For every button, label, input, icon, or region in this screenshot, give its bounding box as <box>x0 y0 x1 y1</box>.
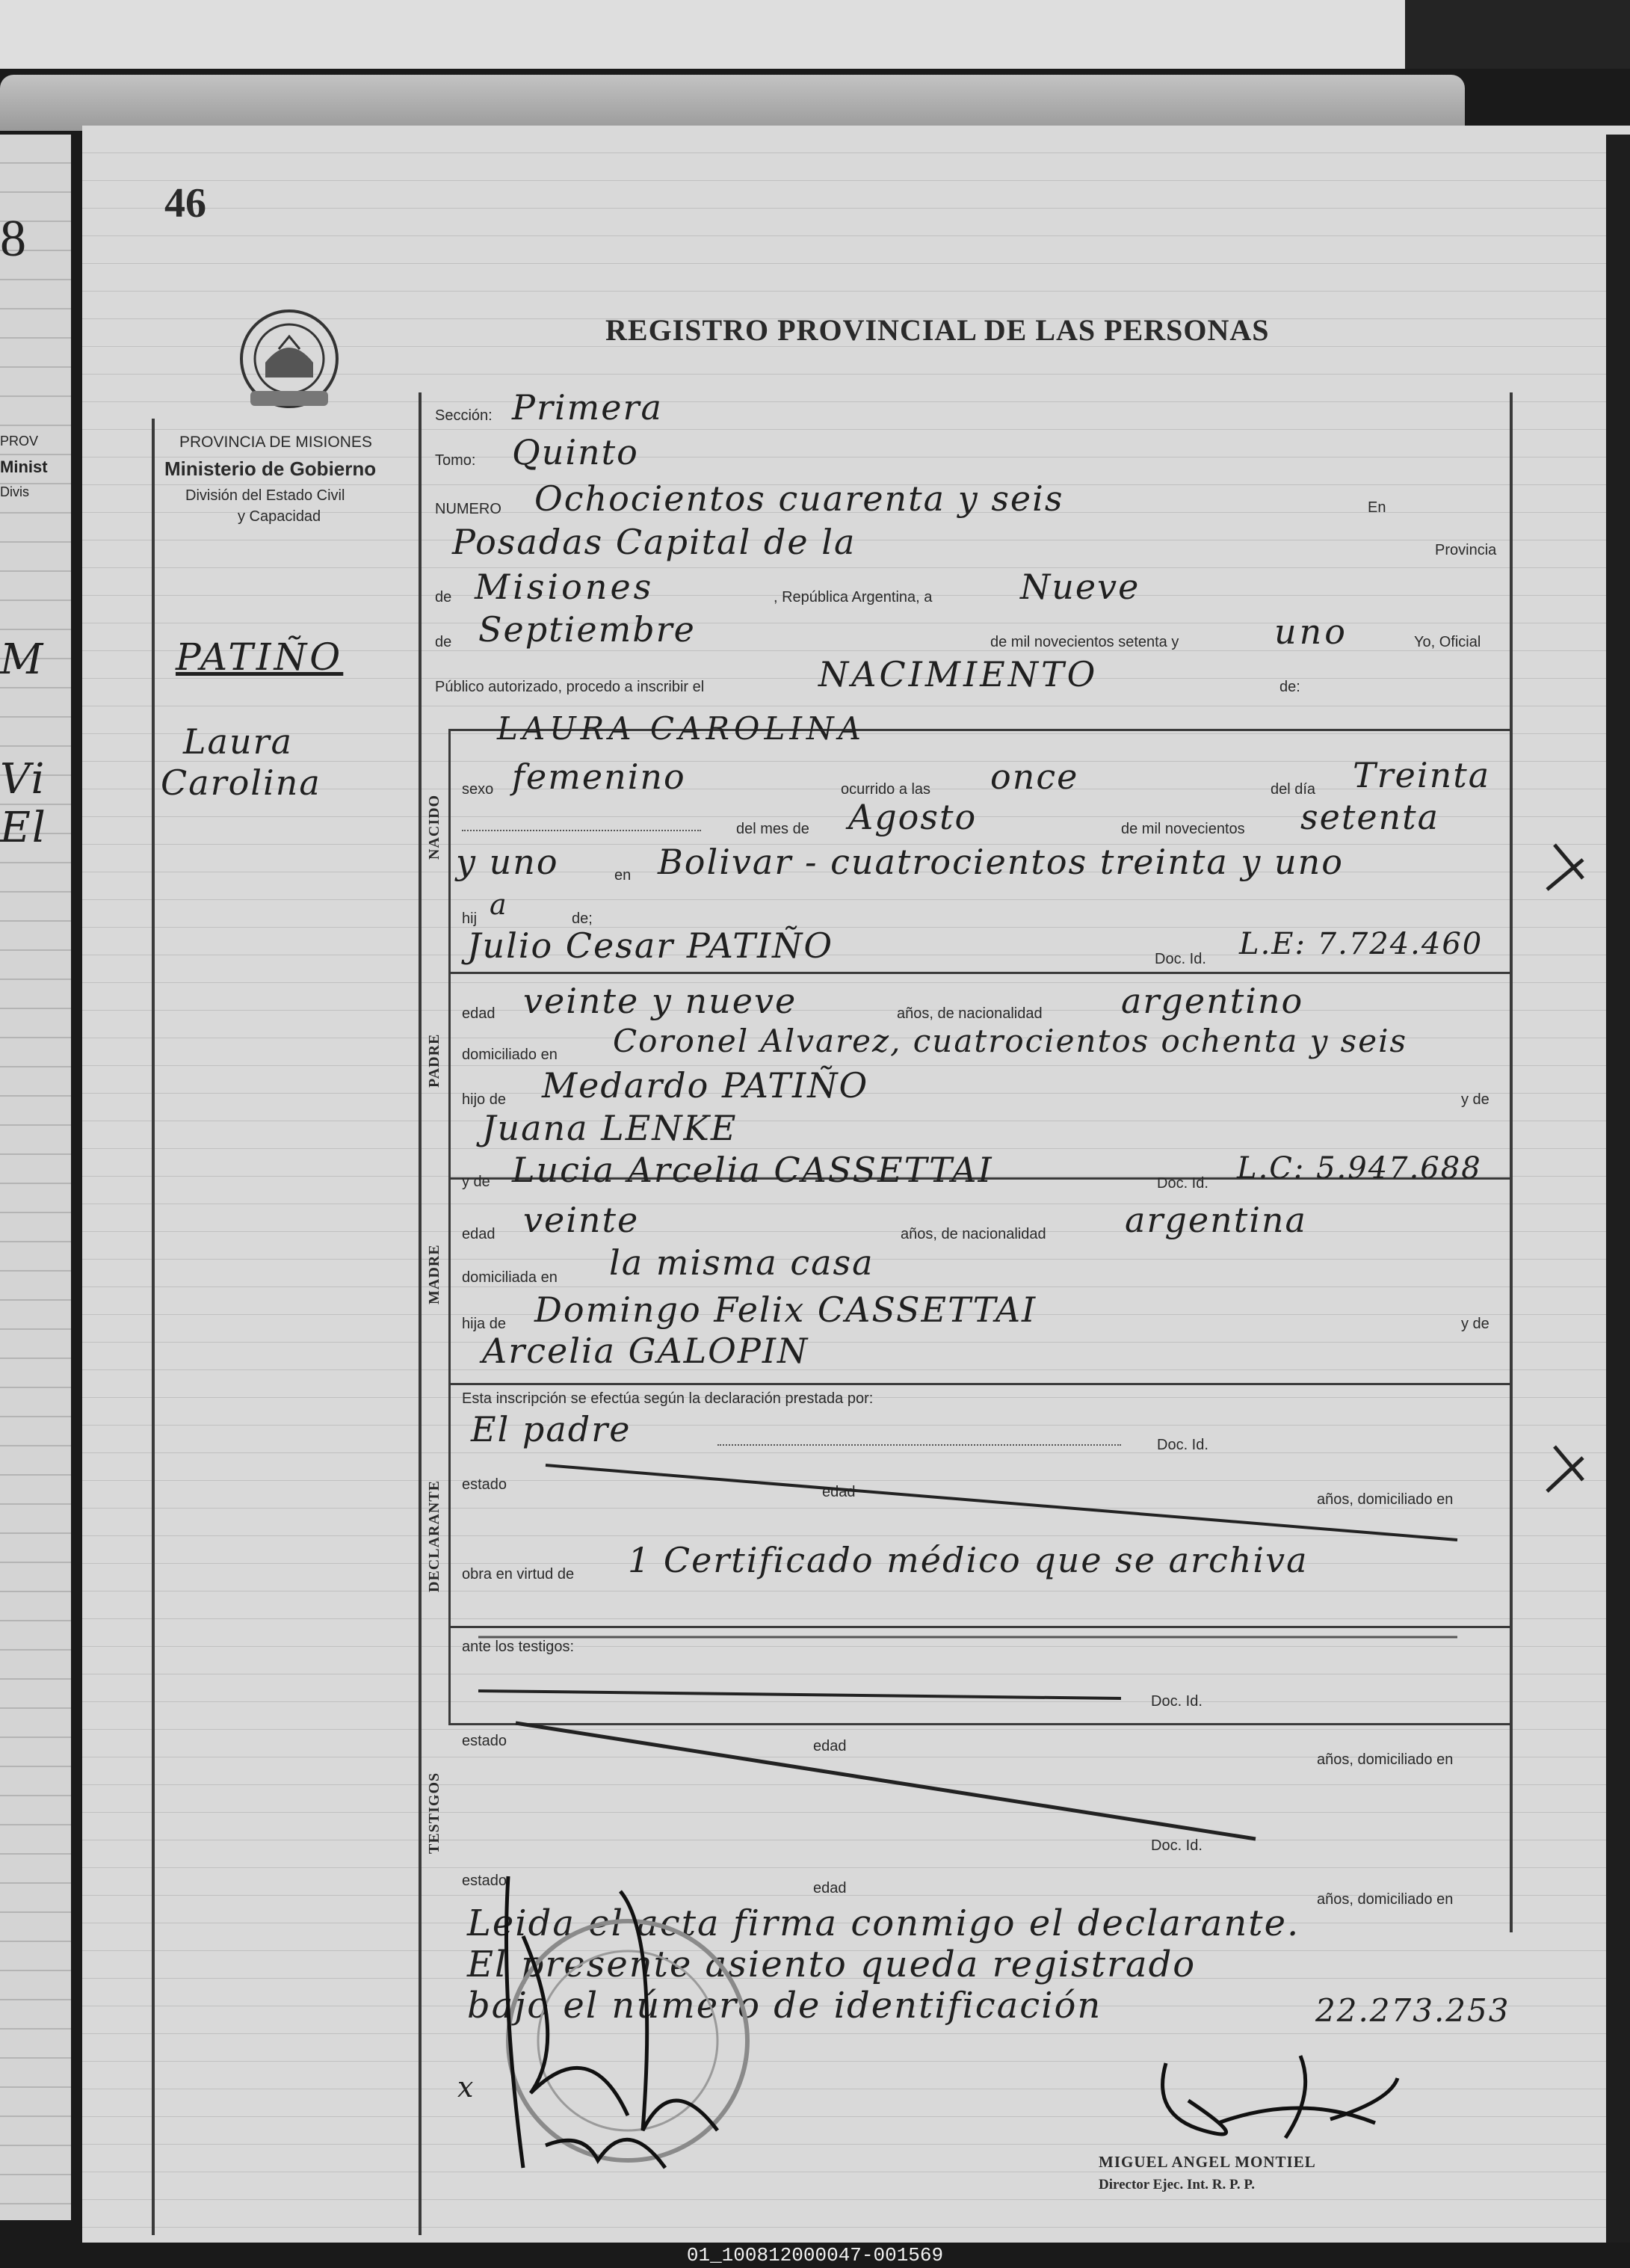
hij-label: hij <box>462 910 478 927</box>
madre-madre: Arcelia GALOPIN <box>482 1331 809 1371</box>
seccion-label: Sección: <box>435 407 493 424</box>
ocurrido-label: ocurrido a las <box>841 781 931 798</box>
official-name: MIGUEL ANGEL MONTIEL <box>1099 2153 1316 2171</box>
estado-label: estado <box>462 1873 507 1889</box>
obra-label: obra en virtud de <box>462 1566 575 1583</box>
padre-doc-label: Doc. Id. <box>1155 951 1206 967</box>
provincia-label: Provincia <box>1435 542 1497 558</box>
image-id-footer: 01_100812000047-001569 <box>0 2243 1630 2268</box>
acto-value: NACIMIENTO <box>818 654 1099 694</box>
edad-label: edad <box>813 1880 847 1896</box>
dia-label: del día <box>1271 781 1316 798</box>
padre-nacionalidad: argentino <box>1121 981 1304 1021</box>
declarante-nombre: El padre <box>471 1409 632 1449</box>
de-label-2: de <box>435 634 452 650</box>
nacionalidad-label: años, de nacionalidad <box>901 1226 1046 1242</box>
madre-nombre: Lucia Arcelia CASSETTAI <box>512 1150 993 1190</box>
previous-page-text: Minist <box>0 457 48 476</box>
edad-label: edad <box>462 1226 496 1242</box>
seccion-value: Primera <box>512 387 663 428</box>
anios-domiciliado-label: años, domiciliado en <box>1317 1751 1454 1768</box>
mes-value: Agosto <box>848 797 978 837</box>
testigo-doc-label: Doc. Id. <box>1151 1693 1203 1710</box>
padre-padre: Medardo PATIÑO <box>542 1065 869 1106</box>
madre-domicilio: la misma casa <box>609 1242 874 1283</box>
anio-value: setenta <box>1300 797 1440 837</box>
edad-label: edad <box>462 1005 496 1022</box>
nacido-nombre: LAURA CAROLINA <box>497 710 866 747</box>
padre-nombre: Julio Cesar PATIÑO <box>467 925 834 966</box>
margin-surname: PATIÑO <box>176 635 344 679</box>
oficial-label: Yo, Oficial <box>1414 634 1481 650</box>
madre-padre: Domingo Felix CASSETTAI <box>534 1289 1037 1330</box>
y-de-label: y de <box>1461 1091 1489 1108</box>
official-signature <box>1106 2048 1420 2160</box>
previous-page-text: PROV <box>0 434 39 449</box>
padre-madre: Juana LENKE <box>482 1108 738 1148</box>
mes-value: Septiembre <box>478 609 696 650</box>
strike-line <box>546 1465 1457 1540</box>
provincia-value: Misiones <box>475 567 655 607</box>
closing-line-2: El presente asiento queda registrado <box>467 1944 1197 1985</box>
de-label: de; <box>572 910 593 927</box>
dia-value: Treinta <box>1353 755 1491 795</box>
domiciliado-label: domiciliado en <box>462 1047 558 1063</box>
lugar-value: Posadas Capital de la <box>452 522 856 562</box>
de-label: de <box>435 589 452 605</box>
y-de-label: y de <box>462 1174 490 1190</box>
division-label: División del Estado Civil <box>185 487 345 504</box>
numero-value: Ochocientos cuarenta y seis <box>534 478 1064 519</box>
anio-value-2: y uno <box>456 842 559 882</box>
publico-label: Público autorizado, procedo a inscribir el <box>435 679 705 695</box>
en-label: En <box>1368 499 1386 516</box>
hija-suffix: a <box>490 888 508 921</box>
numero-label: NUMERO <box>435 501 501 517</box>
province-label: PROVINCIA DE MISIONES <box>179 434 372 451</box>
anios-domiciliado-label: años, domiciliado en <box>1317 1491 1454 1508</box>
binding-thread-mark <box>1547 1446 1583 1491</box>
section-label-declarante: DECLARANTE <box>426 1479 442 1592</box>
estado-label: estado <box>462 1476 507 1493</box>
ministry-label: Ministerio de Gobierno <box>164 457 377 480</box>
closing-line-3: bajo el número de identificación <box>467 1985 1102 2027</box>
madre-doc-value: L.C: 5.947.688 <box>1237 1151 1482 1186</box>
padre-edad: veinte y nueve <box>523 981 797 1021</box>
madre-nacionalidad: argentina <box>1125 1200 1307 1240</box>
previous-page-handwriting: El <box>0 804 47 852</box>
anios-domiciliado-label: años, domiciliado en <box>1317 1891 1454 1908</box>
previous-page-handwriting: M <box>0 635 45 684</box>
padre-doc-value: L.E: 7.724.460 <box>1239 927 1484 961</box>
testigos-label: ante los testigos: <box>462 1639 575 1655</box>
official-title: Director Ejec. Int. R. P. P. <box>1099 2177 1255 2192</box>
section-label-padre: PADRE <box>426 1033 442 1088</box>
padre-domicilio: Coronel Alvarez, cuatrocientos ochenta y seis <box>613 1023 1408 1059</box>
previous-page-handwriting: Vi <box>0 755 46 804</box>
anio-label: de mil novecientos setenta y <box>990 634 1179 650</box>
obra-value: 1 Certificado médico que se archiva <box>628 1540 1309 1580</box>
sexo-value: femenino <box>512 756 686 797</box>
mes-label: del mes de <box>736 821 809 837</box>
section-label-testigos: TESTIGOS <box>426 1772 442 1854</box>
nacionalidad-label: años, de nacionalidad <box>897 1005 1043 1022</box>
section-label-nacido: NACIDO <box>426 794 442 860</box>
declaracion-intro: Esta inscripción se efectúa según la declaración prestada por: <box>462 1390 874 1407</box>
binding-thread-mark <box>1547 845 1583 890</box>
anio-value: uno <box>1274 611 1348 652</box>
dia-value: Nueve <box>1020 567 1140 607</box>
hijo-de-label: hijo de <box>462 1091 506 1108</box>
page-number: 46 <box>164 180 206 227</box>
republica-label: , República Argentina, a <box>774 589 933 605</box>
edad-label: edad <box>822 1484 856 1500</box>
testigo-doc-label: Doc. Id. <box>1151 1837 1203 1854</box>
madre-edad: veinte <box>523 1200 640 1240</box>
en-label: en <box>614 867 632 884</box>
section-label-madre: MADRE <box>426 1244 442 1304</box>
anio-label: de mil novecientos <box>1121 821 1245 837</box>
division-label-2: y Capacidad <box>238 508 321 525</box>
signatures-and-stamp <box>478 1846 792 2198</box>
hija-de-label: hija de <box>462 1316 506 1332</box>
previous-page-text: Divis <box>0 484 29 499</box>
y-de-label: y de <box>1461 1316 1489 1332</box>
estado-label: estado <box>462 1733 507 1749</box>
lugar-value: Bolivar - cuatrocientos treinta y uno <box>658 842 1344 882</box>
closing-line-1: Leida el acta firma conmigo el declarante. <box>467 1902 1300 1944</box>
de-colon-label: de: <box>1279 679 1300 695</box>
sexo-label: sexo <box>462 781 494 798</box>
tomo-label: Tomo: <box>435 452 476 469</box>
margin-second-name: Carolina <box>161 762 321 803</box>
identification-number: 22.273.253 <box>1315 1992 1510 2029</box>
declarante-doc-label: Doc. Id. <box>1157 1437 1208 1453</box>
page-title: REGISTRO PROVINCIAL DE LAS PERSONAS <box>605 313 1270 347</box>
previous-page-number: 8 <box>0 210 26 268</box>
margin-first-name: Laura <box>183 721 294 762</box>
strike-line <box>478 1691 1121 1698</box>
strike-line <box>516 1723 1256 1839</box>
domiciliada-label: domiciliada en <box>462 1269 558 1286</box>
madre-doc-label: Doc. Id. <box>1157 1175 1208 1192</box>
edad-label: edad <box>813 1738 847 1754</box>
hora-value: once <box>990 756 1079 797</box>
x-mark: x <box>457 2071 475 2104</box>
tomo-value: Quinto <box>512 432 639 472</box>
